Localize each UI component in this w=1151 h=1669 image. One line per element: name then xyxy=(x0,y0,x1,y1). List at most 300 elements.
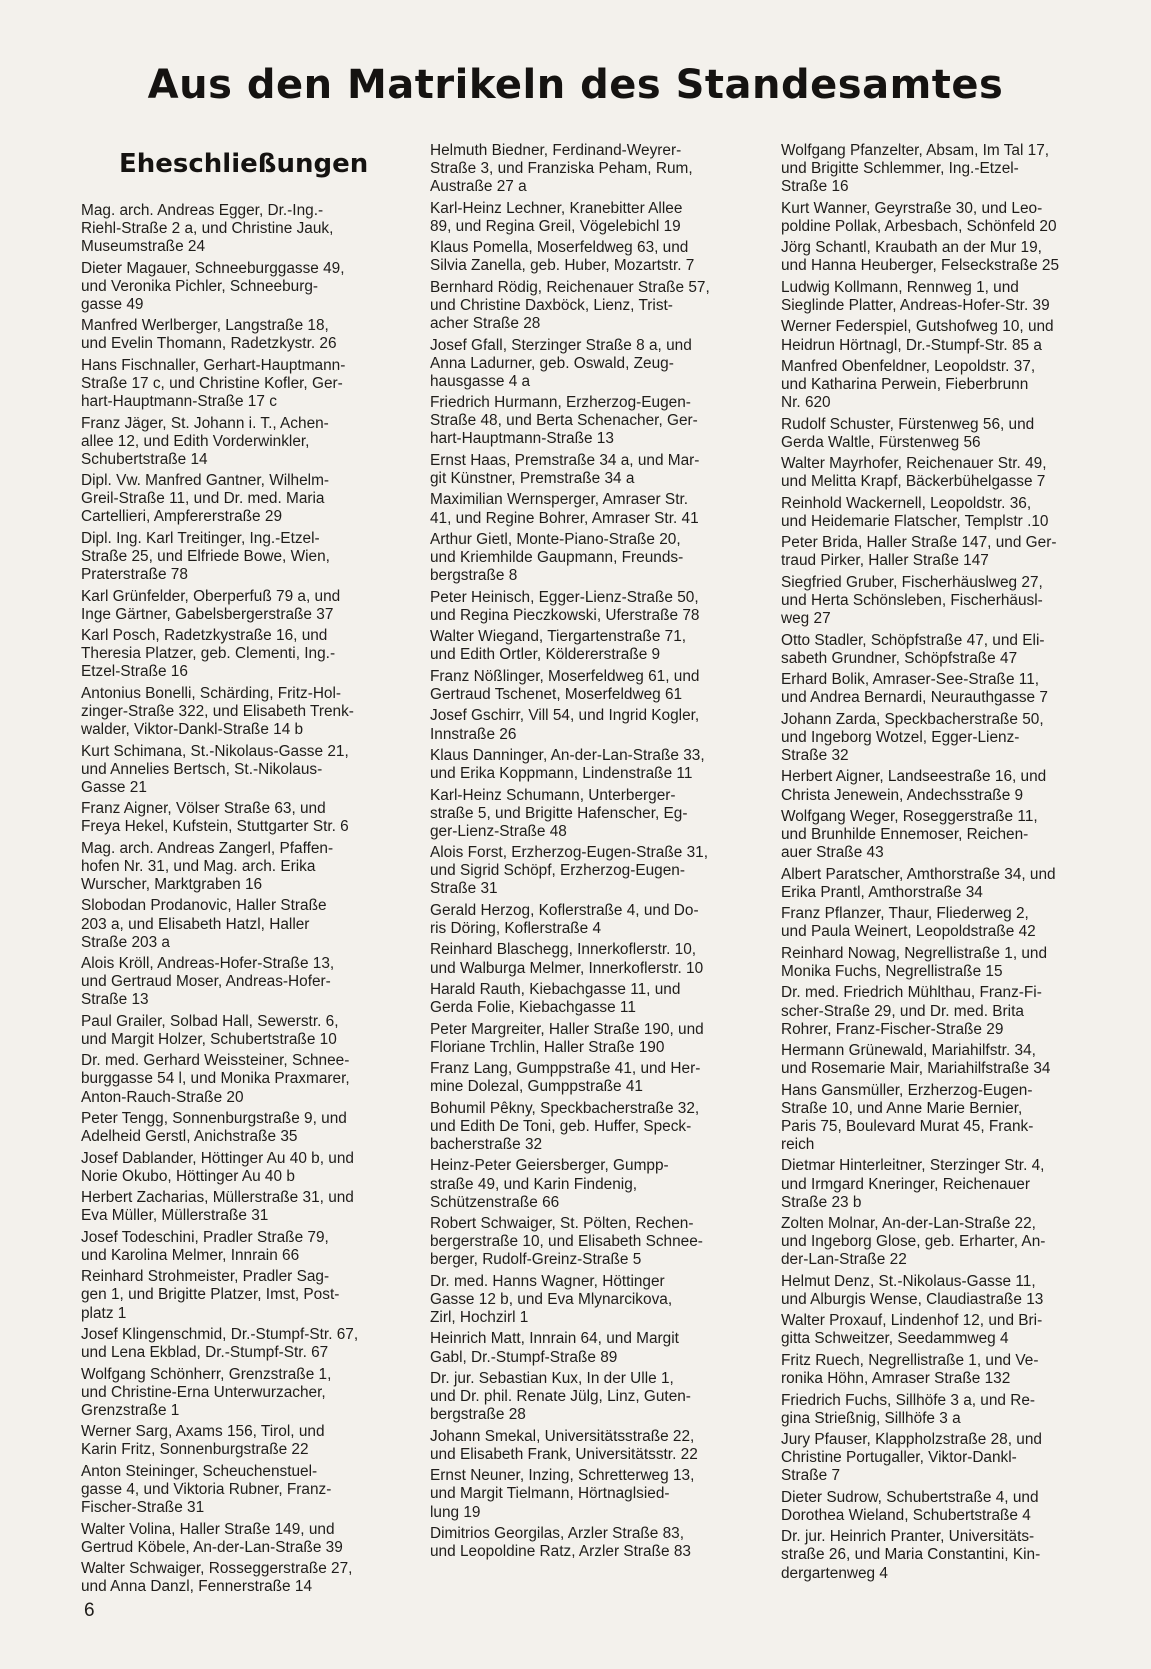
entry-line: Harald Rauth, Kiebachgasse 11, und xyxy=(430,981,681,999)
marriage-entry xyxy=(781,1431,1091,1485)
entry-line: Innstraße 26 xyxy=(430,725,517,743)
marriage-entry xyxy=(81,627,391,681)
entry-line: hart-Hauptmann-Straße 17 c xyxy=(81,393,277,411)
entry-line: Dorothea Wieland, Schubertstraße 4 xyxy=(781,1506,1031,1524)
marriage-entry xyxy=(430,1273,740,1327)
entry-line: Ludwig Kollmann, Rennweg 1, und xyxy=(781,278,1019,296)
entry-line: Straße 31 xyxy=(430,880,498,898)
entry-line: Franz Pflanzer, Thaur, Fliederweg 2, xyxy=(781,905,1029,923)
entry-line: Straße 7 xyxy=(781,1467,841,1485)
marriage-entry xyxy=(781,1042,1091,1078)
entry-line: Johann Zarda, Speckbacherstraße 50, xyxy=(781,710,1044,728)
entry-line: Christine Portugaller, Viktor-Dankl- xyxy=(781,1449,1017,1467)
entry-line: Straße 23 b xyxy=(781,1193,862,1211)
entry-line: straße 26, und Maria Constantini, Kin- xyxy=(781,1546,1041,1564)
entry-line: Christa Jenewein, Andechsstraße 9 xyxy=(781,786,1024,804)
entry-line: Dimitrios Georgilas, Arzler Straße 83, xyxy=(430,1524,685,1542)
marriage-entry xyxy=(81,1560,391,1596)
entry-line: und Edith De Toni, geb. Huffer, Speck- xyxy=(430,1117,692,1135)
entry-line: Theresia Platzer, geb. Clementi, Ing.- xyxy=(81,645,336,663)
entry-line: Mag. arch. Andreas Egger, Dr.-Ing.- xyxy=(81,202,324,219)
marriage-entry xyxy=(781,905,1091,941)
marriage-entry xyxy=(430,1060,740,1096)
entry-line: Walter Schwaiger, Rosseggerstraße 27, xyxy=(81,1560,353,1578)
marriage-entry xyxy=(781,1157,1091,1211)
entry-line: sabeth Grundner, Schöpfstraße 47 xyxy=(781,649,1018,667)
marriage-entry xyxy=(781,945,1091,981)
entry-line: Heinrich Matt, Innrain 64, und Margit xyxy=(430,1330,679,1348)
entry-line: und Brunhilde Ennemoser, Reichen- xyxy=(781,826,1029,844)
marriage-entry xyxy=(781,318,1091,354)
entry-line: und Evelin Thomann, Radetzkystr. 26 xyxy=(81,335,337,353)
entry-line: und Regina Pieczkowski, Uferstraße 78 xyxy=(430,606,700,624)
marriage-entry xyxy=(430,1467,740,1521)
entry-line: Anton Steininger, Scheuchenstuel- xyxy=(81,1462,318,1480)
entry-line: bergstraße 28 xyxy=(430,1406,526,1424)
entry-line: Erhard Bolik, Amraser-See-Straße 11, xyxy=(781,671,1040,689)
marriage-entry xyxy=(781,632,1091,668)
entry-line: Dipl. Vw. Manfred Gantner, Wilhelm- xyxy=(81,472,330,490)
marriage-entry xyxy=(430,1370,740,1424)
entry-line: Slobodan Prodanovic, Haller Straße xyxy=(81,897,327,915)
entry-line: Gertraud Tschenet, Moserfeldweg 61 xyxy=(430,685,683,703)
entry-line: und Elisabeth Frank, Universitätsstr. 22 xyxy=(430,1445,698,1463)
entry-line: und Herta Schönsleben, Fischerhäusl- xyxy=(781,592,1043,610)
marriage-entry xyxy=(781,1082,1091,1154)
marriage-entry xyxy=(430,200,740,236)
marriage-entry xyxy=(781,1215,1091,1269)
entry-line: Franz Lang, Gumppstraße 41, und Her- xyxy=(430,1060,701,1078)
entry-line: dergartenweg 4 xyxy=(781,1564,888,1582)
entry-line: und Dr. phil. Renate Jülg, Linz, Guten- xyxy=(430,1388,691,1406)
entry-line: Josef Gschirr, Vill 54, und Ingrid Kogler, xyxy=(430,707,700,725)
entry-line: Kurt Schimana, St.-Nikolaus-Gasse 21, xyxy=(81,742,349,760)
entry-line: Peter Margreiter, Haller Straße 190, und xyxy=(430,1020,704,1038)
entry-line: mine Dolezal, Gumppstraße 41 xyxy=(430,1078,643,1096)
entry-line: Bernhard Rödig, Reichenauer Straße 57, xyxy=(430,278,710,296)
entry-line: und Walburga Melmer, Innerkoflerstr. 10 xyxy=(430,959,704,977)
entry-line: Antonius Bonelli, Schärding, Fritz-Hol- xyxy=(81,684,342,702)
entry-line: Paris 75, Boulevard Murat 45, Frank- xyxy=(781,1117,1034,1135)
marriage-entry xyxy=(430,981,740,1017)
marriage-entry xyxy=(781,1392,1091,1428)
entry-line: Helmut Denz, St.-Nikolaus-Gasse 11, xyxy=(781,1272,1036,1290)
marriage-entry xyxy=(430,747,740,783)
entry-line: weg 27 xyxy=(781,610,831,628)
entry-line: straße 49, und Karin Findenig, xyxy=(430,1175,638,1193)
entry-line: Klaus Pomella, Moserfeldweg 63, und xyxy=(430,239,689,257)
entry-line: Dr. med. Gerhard Weissteiner, Schnee- xyxy=(81,1052,350,1070)
entry-line: Gasse 21 xyxy=(81,778,147,796)
entry-line: Floriane Trchlin, Haller Straße 190 xyxy=(430,1038,665,1056)
entry-line: Josef Gfall, Sterzinger Straße 8 a, und xyxy=(430,336,692,354)
entry-line: Karin Fritz, Sonnenburgstraße 22 xyxy=(81,1441,309,1459)
marriage-entry xyxy=(430,1215,740,1269)
entry-line: Maximilian Wernsperger, Amraser Str. xyxy=(430,491,689,509)
column-1 xyxy=(81,149,391,1600)
marriage-entry xyxy=(81,1110,391,1146)
marriage-entry xyxy=(781,1528,1091,1582)
entry-line: Mag. arch. Andreas Zangerl, Pfaffen- xyxy=(81,839,334,857)
entry-line: bergerstraße 10, und Elisabeth Schnee- xyxy=(430,1233,703,1251)
entry-line: Ernst Neuner, Inzing, Schretterweg 13, xyxy=(430,1467,695,1485)
entry-line: Wolfgang Schönherr, Grenzstraße 1, xyxy=(81,1365,332,1383)
entry-line: und Ingeborg Glose, geb. Erharter, An- xyxy=(781,1233,1046,1251)
marriage-entry xyxy=(430,279,740,333)
entry-line: Reinhold Wackernell, Leopoldstr. 36, xyxy=(781,494,1032,512)
marriage-entry xyxy=(81,1423,391,1459)
entry-line: Paul Grailer, Solbad Hall, Sewerstr. 6, xyxy=(81,1012,339,1030)
marriage-entry xyxy=(81,1189,391,1225)
entry-line: Walter Mayrhofer, Reichenauer Str. 49, xyxy=(781,455,1047,473)
entry-line: Peter Tengg, Sonnenburgstraße 9, und xyxy=(81,1110,347,1128)
entry-line: berger, Rudolf-Greinz-Straße 5 xyxy=(430,1251,642,1269)
entry-line: Jörg Schantl, Kraubath an der Mur 19, xyxy=(781,239,1042,257)
entry-line: straße 5, und Brigitte Hafenscher, Eg- xyxy=(430,804,688,822)
marriage-entry xyxy=(781,984,1091,1038)
entry-line: Straße 48, und Berta Schenacher, Ger- xyxy=(430,412,698,430)
entry-line: Gerald Herzog, Koflerstraße 4, und Do- xyxy=(430,901,699,919)
marriage-entry xyxy=(81,415,391,469)
entry-line: Dr. jur. Sebastian Kux, In der Ulle 1, xyxy=(430,1370,674,1388)
entry-line: Eva Müller, Müllerstraße 31 xyxy=(81,1207,269,1225)
entry-line: platz 1 xyxy=(81,1304,127,1322)
entry-line: Riehl-Straße 2 a, und Christine Jauk, xyxy=(81,220,334,238)
entry-line: zinger-Straße 322, und Elisabeth Trenk- xyxy=(81,702,354,720)
marriage-entry xyxy=(81,1521,391,1557)
entry-line: und Sigrid Schöpf, Erzherzog-Eugen- xyxy=(430,862,685,880)
entry-line: Anton-Rauch-Straße 20 xyxy=(81,1088,244,1106)
marriage-entry xyxy=(81,317,391,353)
entry-line: lung 19 xyxy=(430,1503,481,1521)
entry-line: gina Strießnig, Sillhöfe 3 a xyxy=(781,1409,961,1427)
marriage-entry xyxy=(430,491,740,527)
entry-line: Josef Klingenschmid, Dr.-Stumpf-Str. 67, xyxy=(81,1326,359,1344)
entry-line: Zolten Molnar, An-der-Lan-Straße 22, xyxy=(781,1215,1036,1233)
entry-line: Dr. jur. Heinrich Pranter, Universitäts- xyxy=(781,1528,1035,1546)
entry-line: und Paula Weinert, Leopoldstraße 42 xyxy=(781,923,1036,941)
marriage-entry xyxy=(781,455,1091,491)
entry-line: Manfred Obenfeldner, Leopoldstr. 37, xyxy=(781,357,1036,375)
marriage-entry xyxy=(430,844,740,898)
entry-line: und Leopoldine Ratz, Arzler Straße 83 xyxy=(430,1543,691,1561)
page-number: 6 xyxy=(84,1600,95,1621)
entry-line: Freya Hekel, Kufstein, Stuttgarter Str. 6 xyxy=(81,818,349,836)
entry-line: Hans Fischnaller, Gerhart-Hauptmann- xyxy=(81,356,346,374)
marriage-entry xyxy=(81,800,391,836)
entry-line: Alois Forst, Erzherzog-Eugen-Straße 31, xyxy=(430,844,709,862)
entry-line: Ernst Haas, Premstraße 34 a, und Mar- xyxy=(430,451,700,469)
marriage-entry xyxy=(781,358,1091,412)
marriage-entry xyxy=(81,530,391,584)
marriage-entry xyxy=(81,202,391,256)
entry-line: Dietmar Hinterleitner, Sterzinger Str. 4, xyxy=(781,1157,1045,1175)
entry-line: walder, Viktor-Dankl-Straße 14 b xyxy=(81,721,304,739)
entry-line: und Margit Holzer, Schubertstraße 10 xyxy=(81,1030,337,1048)
entry-line: burggasse 54 l, und Monika Praxmarer, xyxy=(81,1070,350,1088)
marriage-entry xyxy=(430,787,740,841)
marriage-entry xyxy=(81,1229,391,1265)
marriage-entry xyxy=(81,472,391,526)
marriage-entry xyxy=(781,671,1091,707)
entry-line: und Gertraud Moser, Andreas-Hofer- xyxy=(81,973,331,991)
entry-line: gitta Schweitzer, Seedammweg 4 xyxy=(781,1330,1009,1348)
marriage-entry xyxy=(81,685,391,739)
marriage-entry xyxy=(781,142,1091,196)
entry-line: acher Straße 28 xyxy=(430,315,541,333)
entry-line: Erika Prantl, Amthorstraße 34 xyxy=(781,883,983,901)
entry-line: und Annelies Bertsch, St.-Nikolaus- xyxy=(81,760,323,778)
entry-line: gen 1, und Brigitte Platzer, Imst, Post- xyxy=(81,1286,340,1304)
entry-line: Franz Aigner, Völser Straße 63, und xyxy=(81,800,326,818)
marriage-entry xyxy=(430,531,740,585)
entry-line: scher-Straße 29, und Dr. med. Brita xyxy=(781,1002,1024,1020)
marriage-entry xyxy=(430,941,740,977)
entry-line: Hans Gansmüller, Erzherzog-Eugen- xyxy=(781,1081,1033,1099)
marriage-entry xyxy=(781,768,1091,804)
marriage-entry xyxy=(430,239,740,275)
entry-line: Wolfgang Pfanzelter, Absam, Im Tal 17, xyxy=(781,142,1050,159)
entry-line: Wurscher, Marktgraben 16 xyxy=(81,875,263,893)
entry-line: Reinhard Blaschegg, Innerkoflerstr. 10, xyxy=(430,941,697,959)
entry-line: Reinhard Nowag, Negrellistraße 1, und xyxy=(781,944,1048,962)
entry-line: 89, und Regina Greil, Vögelebichl 19 xyxy=(430,217,681,235)
marriage-entry xyxy=(430,628,740,664)
entry-line: Werner Sarg, Axams 156, Tirol, und xyxy=(81,1423,325,1441)
entry-line: Schubertstraße 14 xyxy=(81,450,208,468)
marriage-entry xyxy=(430,142,740,196)
entry-line: Straße 10, und Anne Marie Bernier, xyxy=(781,1099,1023,1117)
entry-line: Heidrun Hörtnagl, Dr.-Stumpf-Str. 85 a xyxy=(781,336,1042,354)
entry-line: Karl-Heinz Lechner, Kranebitter Allee xyxy=(430,199,683,217)
entry-line: Silvia Zanella, geb. Huber, Mozartstr. 7 xyxy=(430,257,695,275)
entry-line: Fritz Ruech, Negrellistraße 1, und Ve- xyxy=(781,1351,1039,1369)
entry-line: Karl-Heinz Schumann, Unterberger- xyxy=(430,786,676,804)
entry-line: und Melitta Krapf, Bäckerbühelgasse 7 xyxy=(781,473,1046,491)
entry-line: der-Lan-Straße 22 xyxy=(781,1251,907,1269)
marriage-entry xyxy=(781,1352,1091,1388)
entry-line: und Veronika Pichler, Schneeburg- xyxy=(81,277,318,295)
marriage-entry xyxy=(430,1021,740,1057)
marriage-entry xyxy=(81,357,391,411)
entry-line: reich xyxy=(781,1135,815,1153)
entry-line: Karl Posch, Radetzkystraße 16, und xyxy=(81,627,328,645)
entry-line: Dipl. Ing. Karl Treitinger, Ing.-Etzel- xyxy=(81,529,320,547)
entry-line: Bohumil Pêkny, Speckbacherstraße 32, xyxy=(430,1099,700,1117)
entry-line: Albert Paratscher, Amthorstraße 34, und xyxy=(781,865,1056,883)
marriage-entry xyxy=(430,707,740,743)
entry-line: Austraße 27 a xyxy=(430,178,527,196)
column-2 xyxy=(430,142,740,1565)
entry-line: und Irmgard Kneringer, Reichenauer xyxy=(781,1175,1030,1193)
entry-line: Manfred Werlberger, Langstraße 18, xyxy=(81,317,329,335)
entry-line: Fischer-Straße 31 xyxy=(81,1499,205,1517)
marriage-entry xyxy=(81,1326,391,1362)
entry-line: git Künstner, Premstraße 34 a xyxy=(430,469,635,487)
marriage-entry xyxy=(81,897,391,951)
entry-line: Walter Volina, Haller Straße 149, und xyxy=(81,1520,335,1538)
marriage-entry xyxy=(81,1463,391,1517)
entry-line: Jury Pfauser, Klappholzstraße 28, und xyxy=(781,1431,1042,1449)
marriage-entry xyxy=(781,416,1091,452)
entry-line: Franz Nößlinger, Moserfeldweg 61, und xyxy=(430,667,700,685)
entry-line: und Brigitte Schlemmer, Ing.-Etzel- xyxy=(781,160,1019,178)
entry-line: Johann Smekal, Universitätsstraße 22, xyxy=(430,1427,695,1445)
entry-line: Monika Fuchs, Negrellistraße 15 xyxy=(781,962,1003,980)
entry-line: und Rosemarie Mair, Mariahilfstraße 34 xyxy=(781,1060,1051,1078)
marriage-entry xyxy=(781,279,1091,315)
entry-line: Peter Heinisch, Egger-Lienz-Straße 50, xyxy=(430,588,699,606)
entry-line: Gerda Waltle, Fürstenweg 56 xyxy=(781,433,981,451)
page-title: Aus den Matrikeln des Standesamtes xyxy=(147,62,1004,108)
entry-line: Peter Brida, Haller Straße 147, und Ger- xyxy=(781,534,1057,552)
marriage-entry xyxy=(81,588,391,624)
marriage-entry xyxy=(430,1428,740,1464)
entry-line: Gabl, Dr.-Stumpf-Straße 89 xyxy=(430,1348,618,1366)
marriage-entry xyxy=(781,866,1091,902)
entry-line: Praterstraße 78 xyxy=(81,566,188,584)
entry-line: auer Straße 43 xyxy=(781,844,884,862)
entry-line: Greil-Straße 11, und Dr. med. Maria xyxy=(81,490,325,508)
entry-line: und Anna Danzl, Fennerstraße 14 xyxy=(81,1578,313,1596)
marriage-entry xyxy=(430,589,740,625)
marriage-entry xyxy=(430,1330,740,1366)
entry-line: Klaus Danninger, An-der-Lan-Straße 33, xyxy=(430,746,705,764)
entry-line: gasse 4, und Viktoria Rubner, Franz- xyxy=(81,1480,332,1498)
entry-line: Straße 203 a xyxy=(81,933,170,951)
marriage-entry xyxy=(781,711,1091,765)
entry-line: und Karolina Melmer, Innrain 66 xyxy=(81,1246,300,1264)
entry-line: Gertrud Köbele, An-der-Lan-Straße 39 xyxy=(81,1538,343,1556)
entry-line: Dr. med. Hanns Wagner, Höttinger xyxy=(430,1272,665,1290)
marriage-entry xyxy=(430,1525,740,1561)
entry-line: Grenzstraße 1 xyxy=(81,1401,180,1419)
entry-line: und Christine Daxböck, Lienz, Trist- xyxy=(430,296,673,314)
entry-line: und Andrea Bernardi, Neurauthgasse 7 xyxy=(781,689,1048,707)
entry-line: Norie Okubo, Höttinger Au 40 b xyxy=(81,1167,295,1185)
column-3 xyxy=(781,142,1091,1586)
entry-line: bacherstraße 32 xyxy=(430,1135,543,1153)
entry-line: Otto Stadler, Schöpfstraße 47, und Eli- xyxy=(781,631,1045,649)
section-heading: Eheschließungen xyxy=(119,149,369,179)
entry-line: 203 a, und Elisabeth Hatzl, Haller xyxy=(81,915,310,933)
entry-line: Friedrich Fuchs, Sillhöfe 3 a, und Re- xyxy=(781,1391,1036,1409)
entry-line: Hermann Grünewald, Mariahilfstr. 34, xyxy=(781,1042,1036,1060)
marriage-entry xyxy=(781,239,1091,275)
entry-line: und Alburgis Wense, Claudiastraße 13 xyxy=(781,1290,1044,1308)
marriage-entry xyxy=(81,1013,391,1049)
entry-line: ger-Lienz-Straße 48 xyxy=(430,822,567,840)
entry-line: Josef Dablander, Höttinger Au 40 b, und xyxy=(81,1149,354,1167)
entry-line: Adelheid Gerstl, Anichstraße 35 xyxy=(81,1128,298,1146)
entry-line: Straße 25, und Elfriede Bowe, Wien, xyxy=(81,548,330,566)
entry-line: Anna Ladurner, geb. Oswald, Zeug- xyxy=(430,354,674,372)
entry-line: hofen Nr. 31, und Mag. arch. Erika xyxy=(81,857,316,875)
marriage-entry xyxy=(81,955,391,1009)
entry-line: Werner Federspiel, Gutshofweg 10, und xyxy=(781,318,1054,336)
entry-line: hart-Hauptmann-Straße 13 xyxy=(430,430,614,448)
marriage-entry xyxy=(781,1489,1091,1525)
marriage-entry xyxy=(81,1150,391,1186)
entry-line: Dr. med. Friedrich Mühlthau, Franz-Fi- xyxy=(781,984,1042,1002)
entry-line: Nr. 620 xyxy=(781,394,831,412)
entry-line: Reinhard Strohmeister, Pradler Sag- xyxy=(81,1268,330,1286)
marriage-entry xyxy=(781,1273,1091,1309)
marriage-entry xyxy=(81,1052,391,1106)
entry-line: Walter Proxauf, Lindenhof 12, und Bri- xyxy=(781,1312,1043,1330)
marriage-entry xyxy=(781,1312,1091,1348)
marriage-entry xyxy=(81,1268,391,1322)
entry-line: Dieter Magauer, Schneeburggasse 49, xyxy=(81,259,345,277)
entry-line: und Heidemarie Flatscher, Templstr .10 xyxy=(781,512,1049,530)
entry-line: allee 12, und Edith Vorderwinkler, xyxy=(81,432,310,450)
entry-line: Straße 3, und Franziska Peham, Rum, xyxy=(430,160,693,178)
entry-line: Straße 32 xyxy=(781,746,849,764)
entry-line: Kurt Wanner, Geyrstraße 30, und Leo- xyxy=(781,199,1043,217)
entry-line: Rudolf Schuster, Fürstenweg 56, und xyxy=(781,415,1035,433)
entry-line: Josef Todeschini, Pradler Straße 79, xyxy=(81,1228,329,1246)
marriage-entry xyxy=(430,1157,740,1211)
entry-line: und Lena Ekblad, Dr.-Stumpf-Str. 67 xyxy=(81,1344,329,1362)
entry-line: Cartellieri, Ampfererstraße 29 xyxy=(81,508,283,526)
marriage-entry xyxy=(781,200,1091,236)
marriage-entry xyxy=(781,534,1091,570)
entry-line: Sieglinde Platter, Andreas-Hofer-Str. 39 xyxy=(781,296,1050,314)
entry-line: Straße 16 xyxy=(781,178,849,196)
entry-line: bergstraße 8 xyxy=(430,567,518,585)
marriage-entry xyxy=(81,260,391,314)
entry-line: Heinz-Peter Geiersberger, Gumpp- xyxy=(430,1157,669,1175)
entry-line: Alois Kröll, Andreas-Hofer-Straße 13, xyxy=(81,955,335,973)
entry-line: ronika Höhn, Amraser Straße 132 xyxy=(781,1370,1011,1388)
entry-line: Zirl, Hochzirl 1 xyxy=(430,1309,529,1326)
entry-line: und Ingeborg Wotzel, Egger-Lienz- xyxy=(781,728,1020,746)
entry-line: Straße 17 c, und Christine Kofler, Ger- xyxy=(81,375,343,393)
entry-line: Karl Grünfelder, Oberperfuß 79 a, und xyxy=(81,587,341,605)
entry-line: Siegfried Gruber, Fischerhäuslweg 27, xyxy=(781,573,1043,591)
entry-line: Herbert Zacharias, Müllerstraße 31, und xyxy=(81,1189,354,1207)
entry-line: 41, und Regine Bohrer, Amraser Str. 41 xyxy=(430,509,699,527)
entry-line: Herbert Aigner, Landseestraße 16, und xyxy=(781,768,1047,786)
entry-line: Gerda Folie, Kiebachgasse 11 xyxy=(430,999,636,1017)
entry-line: Rohrer, Franz-Fischer-Straße 29 xyxy=(781,1020,1004,1038)
marriage-entry xyxy=(781,808,1091,862)
entry-line: und Katharina Perwein, Fieberbrunn xyxy=(781,376,1029,394)
entry-line: Gasse 12 b, und Eva Mlynarcikova, xyxy=(430,1290,673,1308)
entry-line: hausgasse 4 a xyxy=(430,372,531,390)
marriage-entry xyxy=(430,1100,740,1154)
marriage-entry xyxy=(781,574,1091,628)
entry-line: Franz Jäger, St. Johann i. T., Achen- xyxy=(81,414,329,432)
entry-line: Arthur Gietl, Monte-Piano-Straße 20, xyxy=(430,531,681,548)
marriage-entry xyxy=(81,743,391,797)
entry-line: gasse 49 xyxy=(81,295,144,313)
entry-line: Inge Gärtner, Gabelsbergerstraße 37 xyxy=(81,605,334,623)
entry-line: Schützenstraße 66 xyxy=(430,1193,560,1211)
entry-line: und Edith Ortler, Köldererstraße 9 xyxy=(430,646,661,664)
entry-line: Friedrich Hurmann, Erzherzog-Eugen- xyxy=(430,394,691,412)
entry-line: und Erika Koppmann, Lindenstraße 11 xyxy=(430,765,693,783)
entry-line: Helmuth Biedner, Ferdinand-Weyrer- xyxy=(430,142,682,159)
entry-line: und Christine-Erna Unterwurzacher, xyxy=(81,1383,326,1401)
marriage-entry xyxy=(430,394,740,448)
entry-line: Straße 13 xyxy=(81,991,149,1009)
entry-line: ris Döring, Koflerstraße 4 xyxy=(430,920,602,937)
marriage-entry xyxy=(430,668,740,704)
entry-line: traud Pirker, Haller Straße 147 xyxy=(781,552,989,570)
entry-line: Wolfgang Weger, Roseggerstraße 11, xyxy=(781,808,1038,826)
entry-line: poldine Pollak, Arbesbach, Schönfeld 20 xyxy=(781,217,1057,235)
